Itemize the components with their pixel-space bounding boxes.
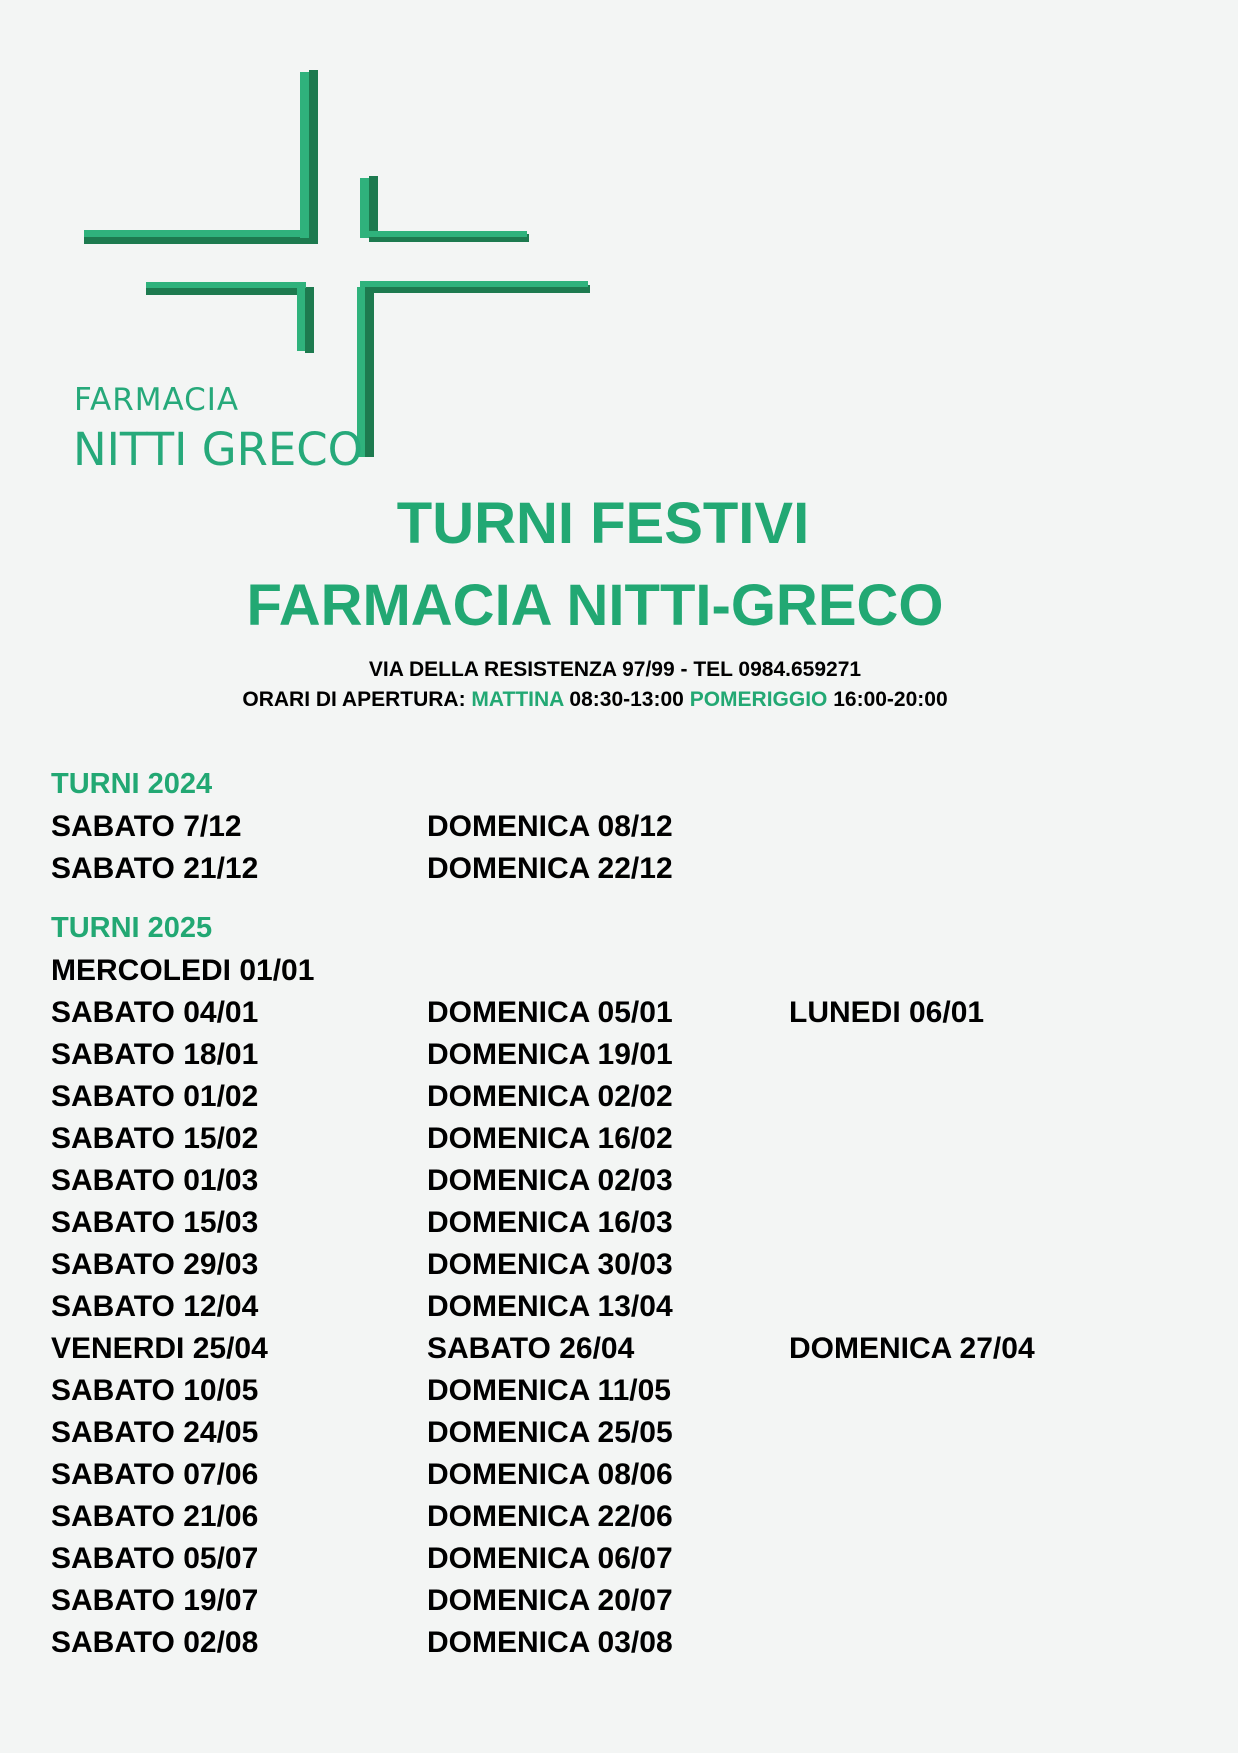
schedule-cell: SABATO 01/02 [51,1080,259,1113]
pharmacy-logo [0,0,620,480]
schedule-cell: DOMENICA 19/01 [427,1038,673,1071]
schedule-cell: DOMENICA 13/04 [427,1290,673,1323]
section-title-2025: TURNI 2025 [51,912,213,944]
schedule-cell: SABATO 18/01 [51,1038,259,1071]
schedule-cell: SABATO 12/04 [51,1290,259,1323]
schedule-cell: SABATO 15/02 [51,1122,259,1155]
afternoon-hours: 16:00-20:00 [833,688,948,711]
schedule-cell: SABATO 26/04 [427,1332,635,1365]
schedule-cell: DOMENICA 05/01 [427,996,673,1029]
schedule-cell: DOMENICA 16/02 [427,1122,673,1155]
schedule-cell: DOMENICA 08/06 [427,1458,673,1491]
schedule-cell: LUNEDI 06/01 [789,996,985,1029]
schedule-cell: SABATO 19/07 [51,1584,259,1617]
schedule-cell: SABATO 21/12 [51,852,259,885]
schedule-cell: SABATO 10/05 [51,1374,259,1407]
schedule-cell: DOMENICA 03/08 [427,1626,673,1659]
schedule-cell: SABATO 24/05 [51,1416,259,1449]
opening-hours-line [0,688,1214,712]
schedule-cell: SABATO 29/03 [51,1248,259,1281]
schedule-cell: DOMENICA 11/05 [427,1374,671,1407]
schedule-cell: SABATO 05/07 [51,1542,259,1575]
afternoon-label: POMERIGGIO [689,688,828,711]
page-subtitle: FARMACIA NITTI-GRECO [246,573,944,638]
schedule-cell: DOMENICA 02/02 [427,1080,673,1113]
schedule-cell: DOMENICA 02/03 [427,1164,673,1197]
schedule-cell: DOMENICA 30/03 [427,1248,673,1281]
schedule-cell: DOMENICA 27/04 [789,1332,1035,1365]
schedule-cell: SABATO 7/12 [51,810,242,843]
hours-label: ORARI DI APERTURA: [242,688,466,711]
schedule-cell: DOMENICA 25/05 [427,1416,673,1449]
schedule-cell: MERCOLEDI 01/01 [51,954,315,987]
logo-text-farmacia: FARMACIA [74,382,240,418]
morning-hours: 08:30-13:00 [569,688,684,711]
schedule-cell: DOMENICA 06/07 [427,1542,673,1575]
schedule-cell: DOMENICA 16/03 [427,1206,673,1239]
schedule-cell: VENERDI 25/04 [51,1332,268,1365]
schedule-cell: DOMENICA 22/06 [427,1500,673,1533]
morning-label: MATTINA [471,688,564,711]
schedule-cell: SABATO 01/03 [51,1164,259,1197]
schedule-cell: DOMENICA 22/12 [427,852,673,885]
schedule-cell: SABATO 21/06 [51,1500,259,1533]
schedule-cell: SABATO 04/01 [51,996,259,1029]
logo-text-nitti-greco: NITTI GRECO [73,423,364,476]
schedule-cell: DOMENICA 20/07 [427,1584,673,1617]
schedule-cell: SABATO 02/08 [51,1626,259,1659]
schedule-cell: DOMENICA 08/12 [427,810,673,843]
address-line: VIA DELLA RESISTENZA 97/99 - TEL 0984.659271 [368,658,862,681]
section-title-2024: TURNI 2024 [51,768,213,800]
schedule-cell: SABATO 15/03 [51,1206,259,1239]
schedule-cell: SABATO 07/06 [51,1458,259,1491]
page-title: TURNI FESTIVI [396,491,810,556]
